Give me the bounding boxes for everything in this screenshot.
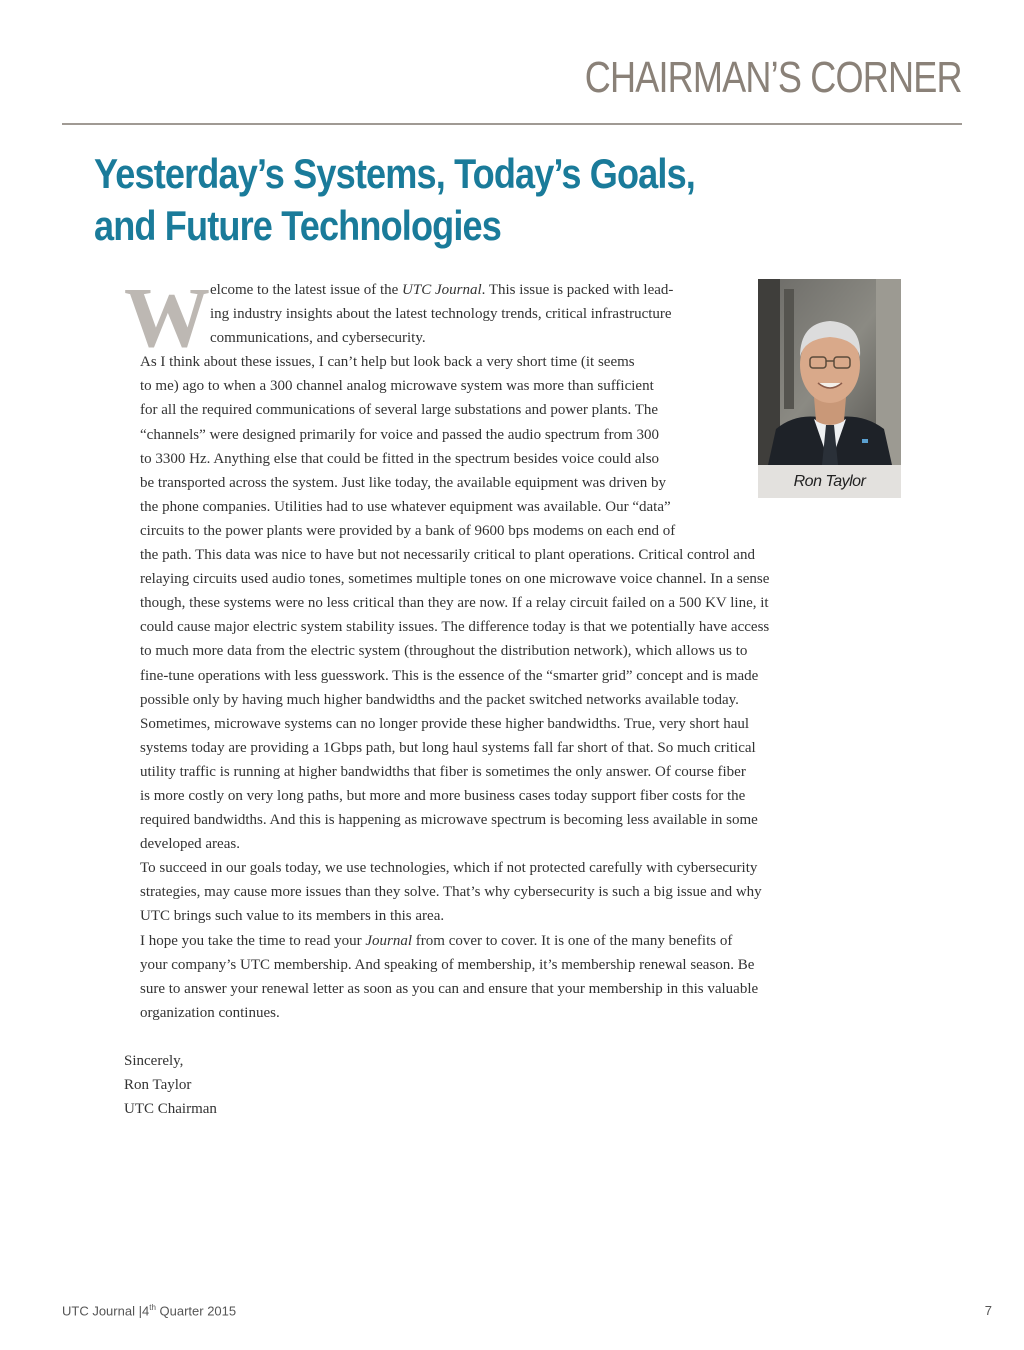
p2-line: though, these systems were no less critical than they are now. If a relay circuit failed on a 500 KV line, it [140,595,769,612]
header-rule [62,123,962,125]
signer-name: Ron Taylor [124,1077,192,1093]
p2-line: the phone companies. Utilities had to use whatever equipment was available. Our “data” [140,498,671,515]
p3-line: Sometimes, microwave systems can no longer provide these higher bandwidths. True, very short haul [140,715,750,732]
p5-line: I hope you take the time to read your Journal from cover to cover. It is one of the many benefits of [140,932,733,949]
utc-journal-title: UTC Journal [402,282,482,298]
p4-line: UTC brings such value to its members in this area. [140,908,445,925]
p3-line: utility traffic is running at higher bandwidths that fiber is sometimes the only answer. Of course fiber [140,763,746,780]
paragraph-2 [124,350,844,711]
p2-line: could cause major electric system stability issues. The difference today is that we potentially have access [140,619,770,636]
p2-line: to much more data from the electric system (throughout the distribution network), which allows us to [140,643,748,660]
article-headline [94,148,695,252]
p2-line: to 3300 Hz. Anything else that could be fitted in the spectrum besides voice could also [140,450,660,467]
paragraph-4 [124,856,844,928]
p5-line: organization continues. [140,1004,280,1021]
p2-line: for all the required communications of several large substations and power plants. The [140,402,659,419]
p3-line: is more costly on very long paths, but more and more business cases today support fiber costs for the [140,787,746,804]
p5-line: sure to answer your renewal letter as soon as you can and ensure that your membership in this valuable [140,980,759,997]
p5-line: your company’s UTC membership. And speaking of membership, it’s membership renewal season. Be [140,956,755,973]
p4-line: strategies, may cause more issues than they solve. That’s why cybersecurity is such a big issue and why [140,884,762,901]
p2-line: be transported across the system. Just like today, the available equipment was driven by [140,474,666,491]
p2-line: relaying circuits used audio tones, sometimes multiple tones on one microwave voice channel. In a sense [140,571,770,588]
photo-caption: Ron Taylor [793,473,866,490]
p2-line: the path. This data was nice to have but not necessarily critical to plant operations. Critical control and [140,547,755,564]
p4-line: To succeed in our goals today, we use technologies, which if not protected carefully with cybersecurity [140,860,758,877]
p3-line: required bandwidths. And this is happening as microwave spectrum is becoming less available in some [140,812,758,829]
drop-cap: W [124,269,210,365]
p2-line: circuits to the power plants were provided by a bank of 9600 bps modems on each end of [140,522,676,539]
paragraph-5 [124,929,844,1025]
p1-line-1: elcome to the latest issue of the UTC Journal. This issue is packed with lead- [210,282,674,298]
p2-line: possible only by having much higher bandwidths and the packet switched networks available today. [140,691,739,708]
headline-line-2: and Future Technologies [94,202,501,249]
page-number: 7 [984,1303,992,1318]
p2-line: “channels” were designed primarily for voice and passed the audio spectrum from 300 [140,426,659,443]
article-body [124,269,844,1121]
headline-line-1: Yesterday’s Systems, Today’s Goals, [94,150,695,197]
journal-title: Journal [365,932,413,949]
p1-line-2: ing industry insights about the latest technology trends, critical infrastructure [210,306,672,323]
p3-line: systems today are providing a 1Gbps path, but long haul systems fall far short of that. So much critical [140,739,756,756]
p2-line: fine-tune operations with less guesswork. This is the essence of the “smarter grid” concept and is made [140,667,759,684]
p3-line: developed areas. [140,836,240,853]
signature-block [124,1049,844,1121]
section-title: CHAIRMAN’S CORNER [585,53,962,102]
salutation: Sincerely, [124,1052,184,1069]
p1-line-3: communications, and cybersecurity. [210,330,426,347]
p2-line: to me) ago to when a 300 channel analog microwave system was more than sufficient [140,378,654,395]
p2-line: As I think about these issues, I can’t help but look back a very short time (it seems [140,354,635,371]
footer-publication: UTC Journal |4th Quarter 2015 [62,1303,237,1319]
signer-title: UTC Chairman [124,1101,217,1118]
paragraph-3 [124,712,844,857]
